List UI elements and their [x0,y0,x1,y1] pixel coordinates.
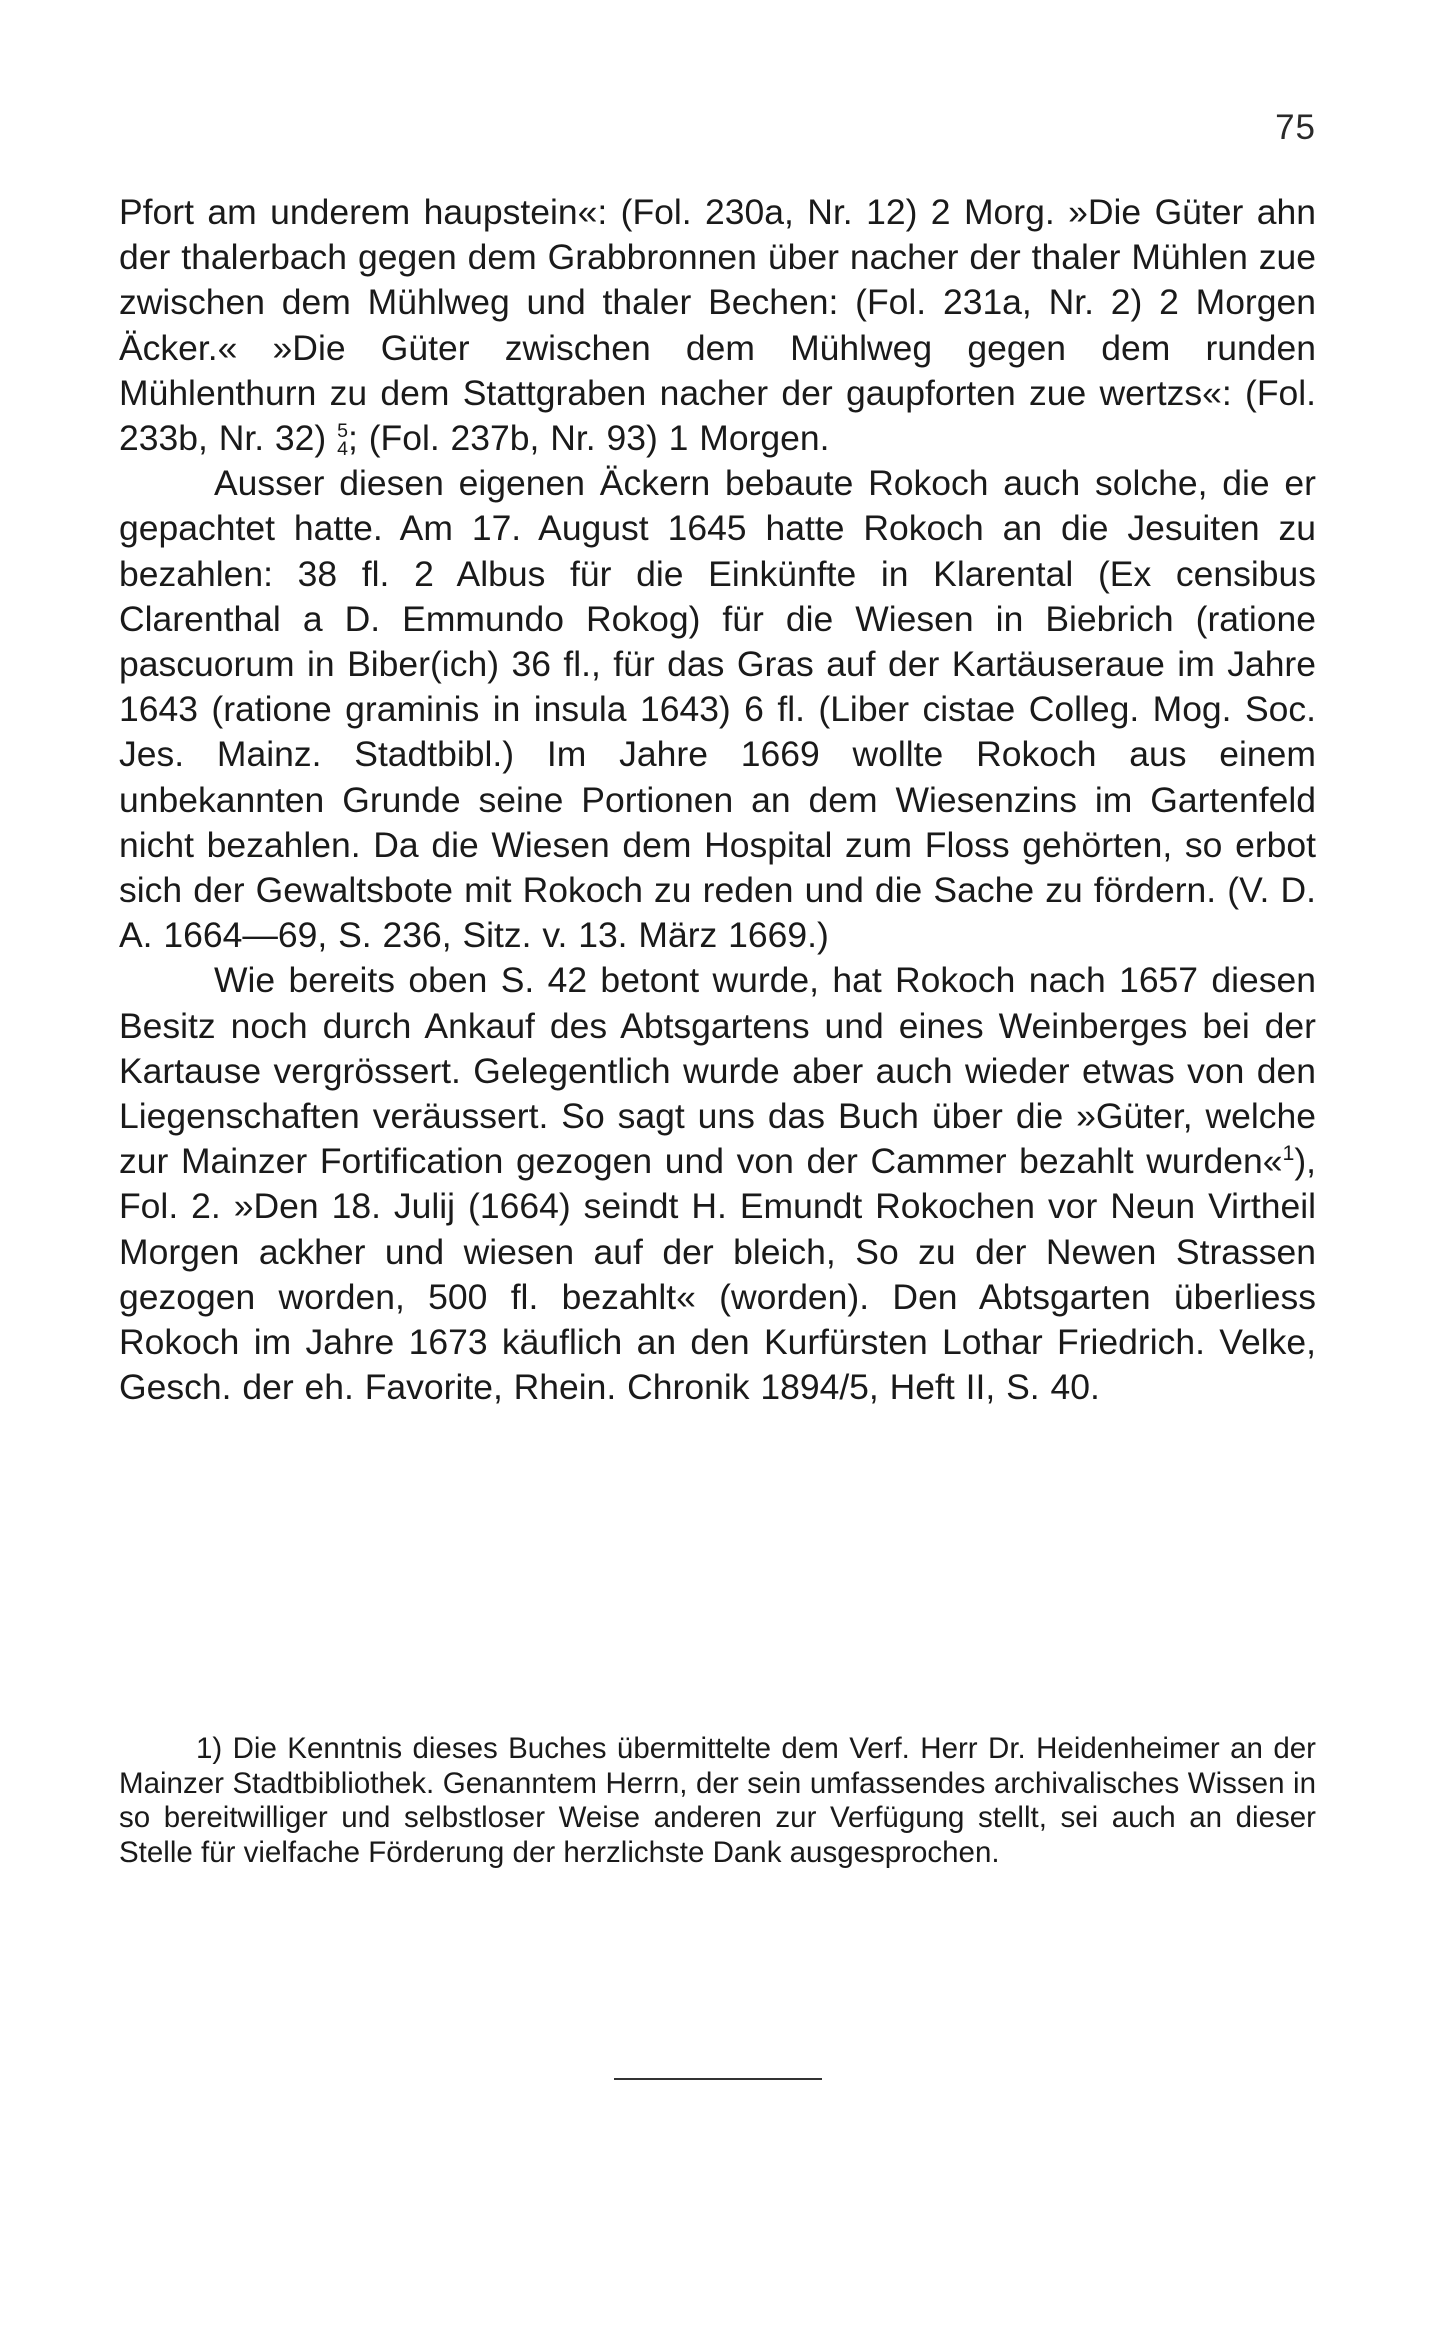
paragraph-3 [119,958,1316,1410]
paragraph-3-text: Wie bereits oben S. 42 betont wurde, hat Rokoch nach 1657 diesen Besitz noch durch Ankauf des Abtsgartens und eines Weinberges bei der Kartause vergrössert. Gelegentlich wurde aber auch wieder etwas von den Liegenschaften veräussert. So sagt uns das Buch über die »Güter, welche zur Mainzer Fortification gezogen und von der Cammer bezahlt wurden« [119,960,1316,1182]
footnote [119,1732,1316,1870]
body-text [119,190,1316,1410]
footnote-reference: 1 [1282,1141,1295,1166]
paragraph-1 [119,190,1316,461]
paragraph-3-text-end: ), Fol. 2. »Den 18. Julij (1664) seindt H. Emundt Rokochen vor Neun Virtheil Morgen ackher und wiesen auf der bleich, So zu der Newen Strassen gezogen worden, 500 fl. bezahlt« (worden). Den Abtsgarten überliess Rokoch im Jahre 1673 käuflich an den Kurfürsten Lothar Friedrich. Velke, Gesch. der eh. Favorite, Rhein. Chronik 1894/5, Heft II, S. 40. [119,1141,1316,1408]
fraction [337,420,348,460]
page-number: 75 [1275,108,1316,147]
paragraph-1-text-end: ; (Fol. 237b, Nr. 93) 1 Morgen. [347,418,830,459]
fraction-numerator: 5 [337,420,348,443]
footnote-text: 1) Die Kenntnis dieses Buches übermittelte dem Verf. Herr Dr. Heidenheimer an der Mainzer Stadtbibliothek. Genanntem Herrn, der sein umfassendes archivalisches Wissen in so bereitwilliger und selbstloser Weise anderen zur Verfügung stellt, sei auch an dieser Stelle für vielfache Förderung der herzlichste Dank ausgesprochen. [119,1732,1316,1869]
paragraph-1-text: Pfort am underem haupstein«: (Fol. 230a, Nr. 12) 2 Morg. »Die Güter ahn der thalerbach gegen dem Grabbronnen über nacher der thaler Mühlen zue zwischen dem Mühlweg und thaler Bechen: (Fol. 231a, Nr. 2) 2 Morgen Äcker.« »Die Güter zwischen dem Mühlweg gegen dem runden Mühlenthurn zu dem Stattgraben nacher der gaupforten zue wertzs«: (Fol. 233b, Nr. 32) [119,192,1316,459]
fraction-denominator: 4 [337,437,348,460]
paragraph-2: Ausser diesen eigenen Äckern bebaute Rokoch auch solche, die er gepachtet hatte. Am 17. August 1645 hatte Rokoch an die Jesuiten zu bezahlen: 38 fl. 2 Albus für die Einkünfte in Klarental (Ex censibus Clarenthal a D. Emmundo Rokog) für die Wiesen in Biebrich (ratione pascuorum in Biber(ich) 36 fl., für das Gras auf der Kartäuseraue im Jahre 1643 (ratione graminis in insula 1643) 6 fl. (Liber cistae Colleg. Mog. Soc. Jes. Mainz. Stadtbibl.) Im Jahre 1669 wollte Rokoch aus einem unbekannten Grunde seine Portionen an dem Wiesenzins im Gartenfeld nicht bezahlen. Da die Wiesen dem Hospital zum Floss gehörten, so erbot sich der Gewaltsbote mit Rokoch zu reden und die Sache zu fördern. (V. D. A. 1664—69, S. 236, Sitz. v. 13. März 1669.) [119,463,1316,956]
end-divider [614,2078,822,2080]
